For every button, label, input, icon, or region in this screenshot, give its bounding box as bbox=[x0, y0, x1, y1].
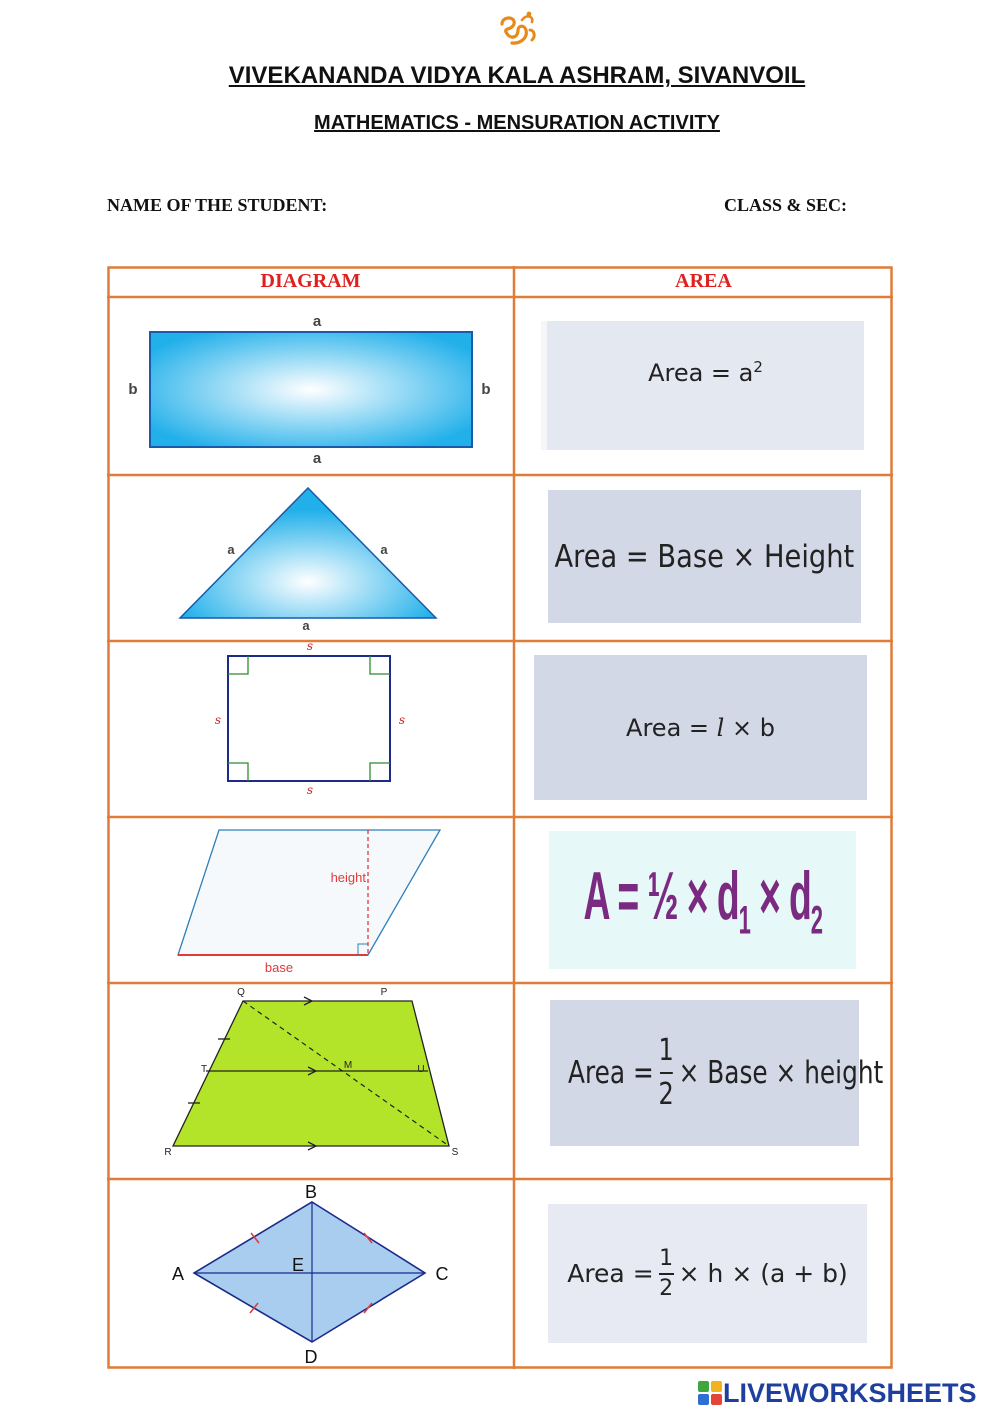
triangle-right-label: a bbox=[380, 542, 388, 557]
diagram-column-header: DIAGRAM bbox=[260, 270, 361, 292]
formula-box-2 bbox=[548, 490, 861, 623]
activity-subtitle: MATHEMATICS - MENSURATION ACTIVITY bbox=[314, 112, 720, 134]
triangle-left-label: a bbox=[227, 542, 235, 557]
school-name: VIVEKANANDA VIDYA KALA ASHRAM, SIVANVOIL bbox=[228, 62, 806, 89]
square-top-label: s bbox=[306, 639, 314, 653]
om-symbol-icon bbox=[496, 10, 538, 48]
formula-half-diagonals: A = ½ × $d_1 \times d_2$ bbox=[583, 857, 822, 943]
formula-square-area: Area = $a^2$ bbox=[648, 358, 763, 387]
rect-bottom-label: a bbox=[312, 450, 322, 467]
liveworksheets-logo-icon bbox=[697, 1380, 723, 1406]
square-left-label: s bbox=[214, 713, 222, 727]
rhombus-e-label: E bbox=[291, 1255, 305, 1275]
class-sec-label: CLASS & SEC: bbox=[724, 195, 848, 215]
square-bottom-label: s bbox=[306, 783, 314, 797]
triangle-diagram bbox=[110, 480, 510, 636]
parallelogram-diagram bbox=[110, 820, 510, 980]
formula-box-6 bbox=[548, 1204, 867, 1343]
rhombus-d-label: D bbox=[304, 1347, 318, 1366]
trapezium-m-label: M bbox=[343, 1060, 353, 1071]
student-name-label: NAME OF THE STUDENT: bbox=[107, 195, 328, 215]
rectangle-shape bbox=[150, 332, 472, 447]
square-shape bbox=[228, 656, 390, 781]
rhombus-c-label: C bbox=[435, 1264, 449, 1284]
area-column-header: AREA bbox=[675, 270, 732, 292]
formula-box-4 bbox=[549, 831, 856, 969]
trapezium-p-label: P bbox=[380, 987, 388, 998]
rhombus-shape bbox=[194, 1202, 425, 1342]
trapezium-diagram bbox=[110, 985, 510, 1175]
trapezium-r-label: R bbox=[164, 1147, 172, 1158]
formula-half-base-height: Area = 1 2 × Base × height bbox=[568, 1033, 884, 1112]
formula-box-5 bbox=[550, 1000, 884, 1146]
square-diagram bbox=[110, 638, 510, 798]
triangle-bottom-label: a bbox=[302, 618, 310, 633]
formula-box-1 bbox=[541, 321, 864, 450]
liveworksheets-brand: LIVEWORKSHEETS bbox=[723, 1377, 977, 1408]
formula-half-h-sum: Area = 1 2 × h × (a + b) bbox=[567, 1245, 848, 1301]
trapezium-s-label: S bbox=[451, 1147, 459, 1158]
parallelogram-shape bbox=[178, 830, 440, 955]
rect-right-label: b bbox=[481, 381, 491, 398]
rectangle-diagram bbox=[110, 300, 510, 472]
parallelogram-base-label: base bbox=[264, 960, 294, 975]
rect-left-label: b bbox=[128, 381, 138, 398]
formula-base-height: Area = Base × Height bbox=[554, 538, 855, 575]
trapezium-u-label: U bbox=[417, 1064, 425, 1075]
formula-box-3 bbox=[534, 655, 867, 800]
rhombus-a-label: A bbox=[171, 1264, 185, 1284]
formula-length-breadth: Area = l × b bbox=[626, 713, 775, 742]
parallelogram-height-label: height bbox=[330, 870, 366, 885]
trapezium-t-label: T bbox=[200, 1064, 208, 1075]
liveworksheets-logo bbox=[697, 1378, 977, 1408]
rhombus-b-label: B bbox=[304, 1182, 318, 1202]
square-right-label: s bbox=[398, 713, 406, 727]
rhombus-diagram bbox=[110, 1180, 510, 1366]
rect-top-label: a bbox=[312, 313, 322, 330]
trapezium-q-label: Q bbox=[237, 987, 245, 998]
triangle-shape bbox=[180, 488, 436, 618]
